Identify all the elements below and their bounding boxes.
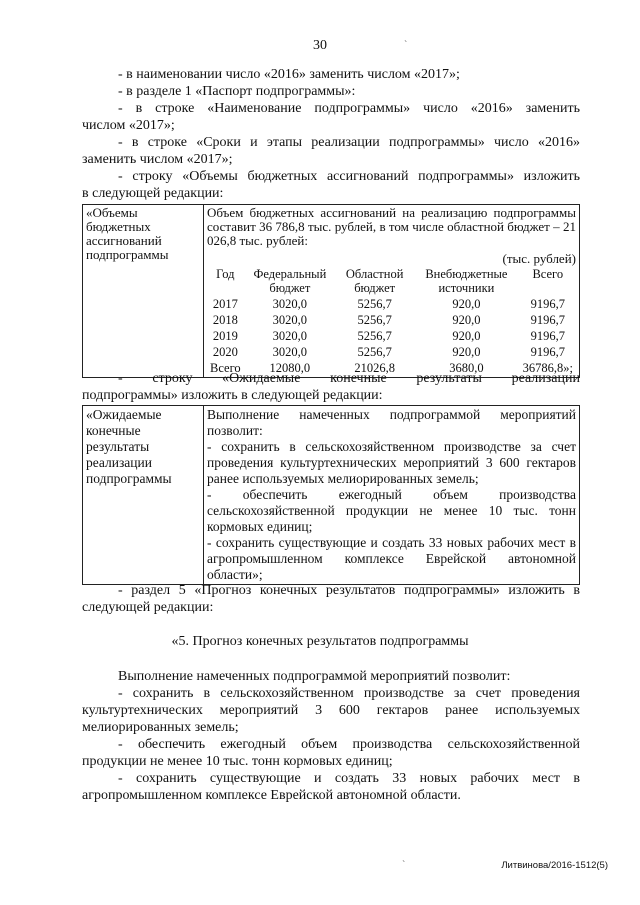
cell: 3020,0 [272,313,308,327]
header-total: Всего [532,267,564,281]
cell: 5256,7 [357,297,392,311]
middle-line-1b: подпрограммы» изложить в следующей редакции: [82,388,383,403]
header-federal: Федеральный бюджет [253,267,327,295]
budget-table-text: Объем бюджетных ассигнований на реализацию подпрограммы составит 36 786,8 тыс. рублей, в том числе областной бюджет – 21 026,8 тыс. рублей: [207,205,576,248]
section5-p3: - обеспечить ежегодный объем производства сельскохозяйственной продукции не менее 10 тыс. тонн кормовых единиц; [82,737,580,769]
footer-reference: Литвинова/2016-1512(5) [501,860,608,871]
page-number: 30 [313,38,327,53]
budget-units: (тыс. рублей) [502,251,576,266]
cell: 9196,7 [530,345,565,359]
finance-row [207,344,576,360]
budget-finance-grid [207,266,576,376]
section5-intro-a: - раздел 5 «Прогноз конечных результатов подпрограммы» изложить в [118,583,580,598]
finance-row [207,296,576,312]
cell: 36786,8»; [522,361,573,375]
finance-row [207,328,576,344]
results-table-label: «Ожидаемые конечные результаты реализации подпрограммы [83,406,204,585]
middle-block [82,370,580,404]
cell: 5256,7 [357,345,392,359]
intro-line-4a: - в строке «Сроки и этапы реализации подпрограммы» число «2016» [118,135,580,150]
cell: 920,0 [452,297,481,311]
section5-heading: «5. Прогноз конечных результатов подпрограммы [171,634,469,649]
budget-table-wrapper [82,204,580,378]
intro-line-3b: числом «2017»; [82,118,175,133]
intro-line-5a: - строку «Объемы бюджетных ассигнований подпрограммы» изложить [118,169,580,184]
intro-line-4b: заменить числом «2017»; [82,152,233,167]
cell: 2017 [212,297,238,311]
cell: 2020 [212,345,238,359]
section5-intro [82,582,580,616]
middle-line-1a: - строку «Ожидаемые конечные результаты реализации [118,371,580,386]
intro-block [82,66,580,202]
cell: 9196,7 [530,313,565,327]
scan-speck: ` [404,40,408,51]
results-table [82,405,580,585]
cell: 3020,0 [272,297,308,311]
cell: 9196,7 [530,329,565,343]
finance-row [207,312,576,328]
cell: 3020,0 [272,345,308,359]
cell: 2019 [212,329,238,343]
intro-line-1: - в наименовании число «2016» заменить числом «2017»; [118,67,460,82]
results-p3: - обеспечить ежегодный объем производства сельскохозяйственной продукции не менее 10 тыс. тонн кормовых единиц; [207,487,576,534]
cell: 920,0 [452,329,481,343]
budget-table-label: «Объемы бюджетных ассигнований подпрограммы [83,205,204,378]
cell: 2018 [212,313,238,327]
cell: 9196,7 [530,297,565,311]
cell: Всего [210,361,241,375]
finance-header-row [207,266,576,296]
section5-body [82,668,580,804]
results-p4: - сохранить существующие и создать 33 новых рабочих мест в агропромышленном комплексе Еврейской автономной области»; [207,535,576,582]
cell: 3680,0 [449,361,484,375]
intro-line-2: - в разделе 1 «Паспорт подпрограммы»: [118,84,356,99]
cell: 920,0 [452,345,481,359]
cell: 5256,7 [357,313,392,327]
results-table-wrapper [82,405,580,585]
cell: 3020,0 [272,329,308,343]
cell: 12080,0 [269,361,311,375]
budget-table [82,204,580,378]
scan-speck: ` [402,860,406,871]
results-p2: - сохранить в сельскохозяйственном производстве за счет проведения культуртехнических мероприятий 3 600 гектаров ранее используемых мелиорированных земель; [207,439,576,486]
cell: 21026,8 [354,361,395,375]
cell: 920,0 [452,313,481,327]
section5-intro-b: следующей редакции: [82,600,214,615]
cell: 5256,7 [357,329,392,343]
header-regional: Областной бюджет [345,267,404,295]
header-extrabudget: Внебюджетные источники [425,267,508,295]
results-p1: Выполнение намеченных подпрограммой мероприятий позволит: [207,407,576,438]
section5-p1: Выполнение намеченных подпрограммой мероприятий позволит: [118,669,511,684]
section5-p2: - сохранить в сельскохозяйственном производстве за счет проведения культуртехнических мероприятий 3 600 гектаров ранее используемых мелиорированных земель; [82,686,580,735]
header-year: Год [216,267,235,281]
intro-line-3a: - в строке «Наименование подпрограммы» число «2016» заменить [118,101,580,116]
section5-p4: - сохранить существующие и создать 33 новых рабочих мест в агропромышленном комплексе Еврейской автономной области. [82,771,580,803]
intro-line-5b: в следующей редакции: [82,186,224,201]
